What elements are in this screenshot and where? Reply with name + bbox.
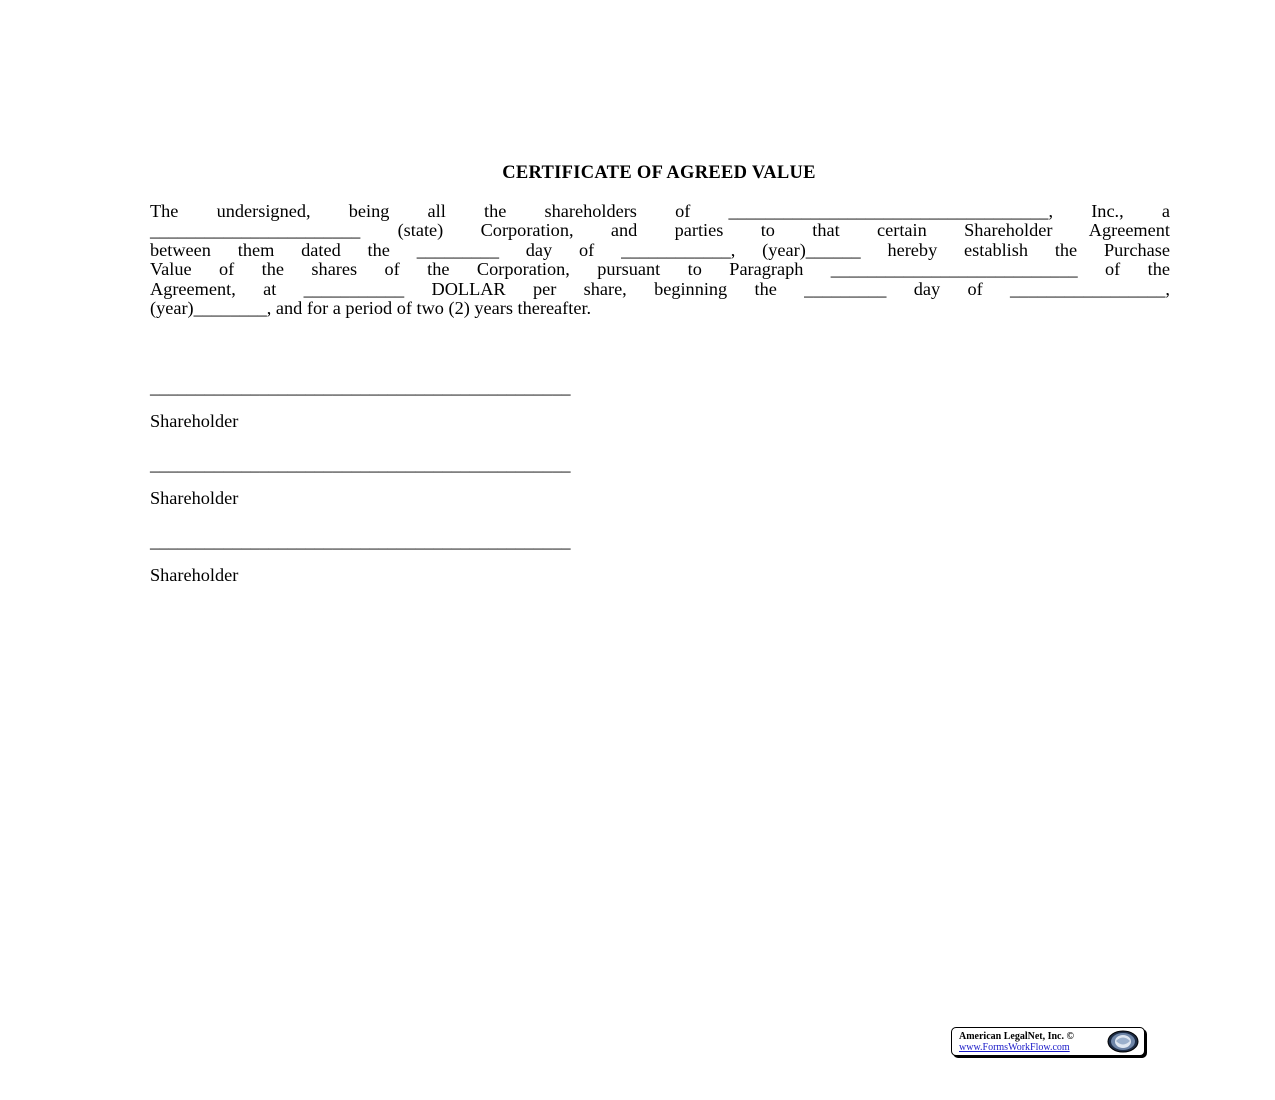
body-line: _______________________ (state) Corporation, and parties to that certain Shareholder Agreement (150, 220, 1170, 241)
body-line: The undersigned, being all the shareholders of ___________________________________, Inc., a (150, 201, 1170, 221)
footer-badge[interactable] (951, 1027, 1145, 1056)
signature-line: ______________________________________________ (150, 377, 571, 397)
badge-text (959, 1031, 1074, 1053)
signature-label: Shareholder (150, 488, 239, 508)
body-line: (year)________, and for a period of two (2) years thereafter. (150, 298, 592, 319)
body-paragraph (150, 202, 1170, 318)
signature-block-1 (150, 377, 690, 431)
badge-url-link[interactable]: www.FormsWorkFlow.com (959, 1042, 1070, 1053)
signature-label: Shareholder (150, 565, 239, 585)
globe-icon (1106, 1030, 1140, 1053)
signature-block-2 (150, 454, 690, 508)
signature-line: ______________________________________________ (150, 454, 571, 474)
document-title: CERTIFICATE OF AGREED VALUE (502, 163, 816, 183)
signature-line: ______________________________________________ (150, 531, 571, 551)
body-line: between them dated the _________ day of ____________, (year)______ hereby establish the Purchase (150, 239, 1170, 260)
signature-label: Shareholder (150, 411, 239, 431)
badge-company: American LegalNet, Inc. © (959, 1031, 1074, 1042)
body-line: Value of the shares of the Corporation, pursuant to Paragraph ___________________________ of the (150, 259, 1170, 280)
signature-block-3 (150, 531, 690, 585)
body-line: Agreement, at ___________ DOLLAR per share, beginning the _________ day of _________________, (150, 278, 1170, 299)
